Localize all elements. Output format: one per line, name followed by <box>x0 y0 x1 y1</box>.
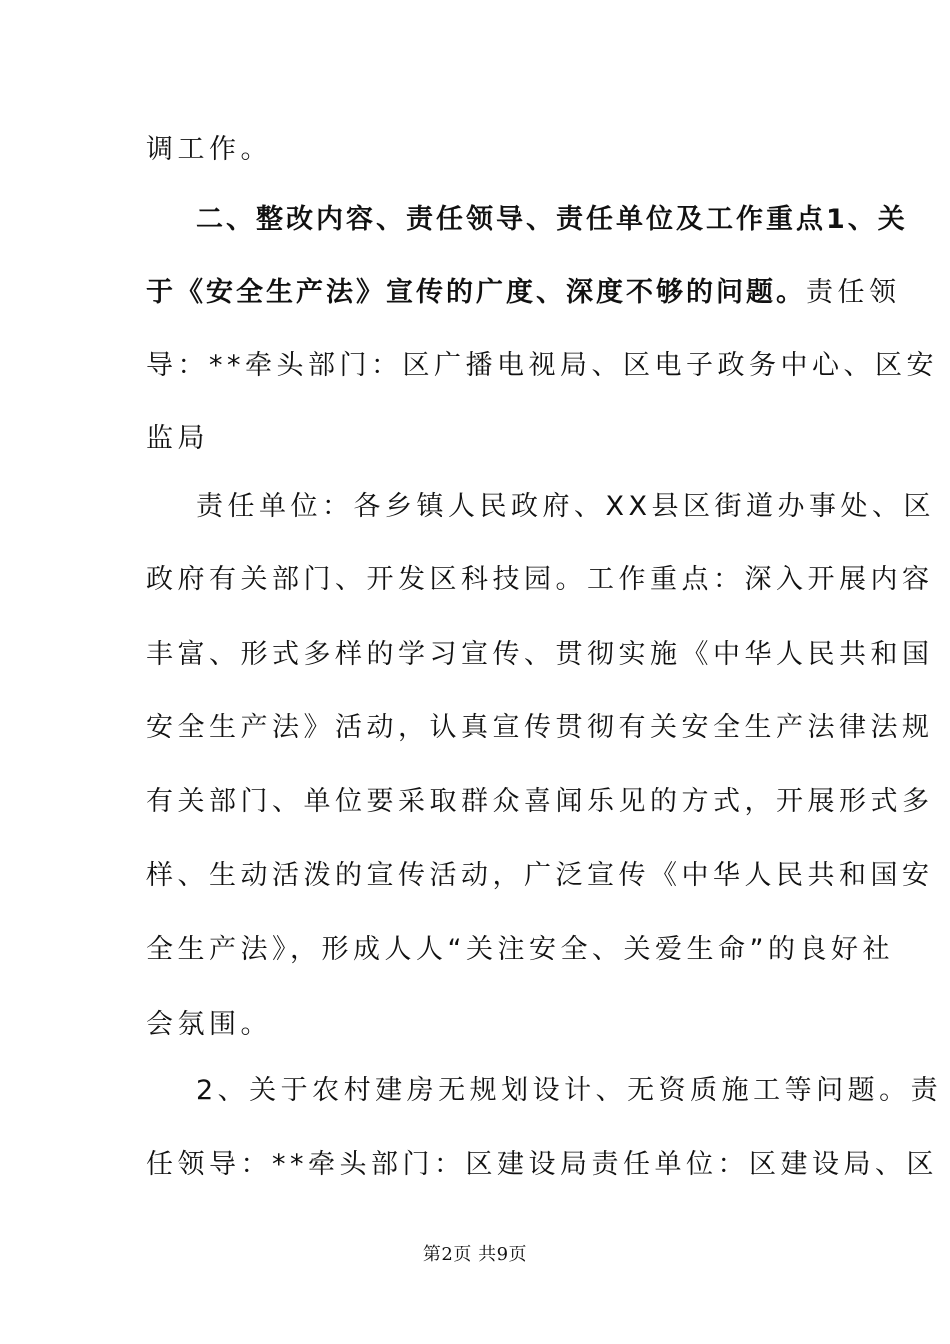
text-line-5: 监局 <box>146 423 209 454</box>
section-heading-normal-part: 责任领 <box>806 277 901 308</box>
text-line-6: 责任单位：各乡镇人民政府、XX县区街道办事处、区 <box>196 491 935 522</box>
text-line-7: 政府有关部门、开发区科技园。工作重点：深入开展内容 <box>146 564 934 595</box>
text-line-4: 导：**牵头部门：区广播电视局、区电子政务中心、区安 <box>146 350 938 381</box>
text-line-15: 任领导：**牵头部门：区建设局责任单位：区建设局、区 <box>146 1149 938 1180</box>
section-heading-bold-part: 于《安全生产法》宣传的广度、深度不够的问题。 <box>146 277 806 308</box>
text-line-1: 调工作。 <box>146 134 272 165</box>
section-heading-line-2 <box>146 278 901 308</box>
text-line-12: 全生产法》，形成人人“关注安全、关爱生命”的良好社 <box>146 934 894 965</box>
text-line-13: 会氛围。 <box>146 1009 272 1040</box>
text-line-11: 样、生动活泼的宣传活动，广泛宣传《中华人民共和国安 <box>146 860 934 891</box>
text-line-10: 有关部门、单位要采取群众喜闻乐见的方式，开展形式多 <box>146 786 934 817</box>
page-number-footer: 第2页 共9页 <box>422 1244 528 1265</box>
text-line-9: 安全生产法》活动，认真宣传贯彻有关安全生产法律法规 <box>146 712 934 743</box>
text-line-8: 丰富、形式多样的学习宣传、贯彻实施《中华人民共和国 <box>146 639 934 670</box>
text-line-14: 2、关于农村建房无规划设计、无资质施工等问题。责 <box>196 1075 943 1106</box>
section-heading-line-1: 二、整改内容、责任领导、责任单位及工作重点1、关 <box>196 204 908 235</box>
